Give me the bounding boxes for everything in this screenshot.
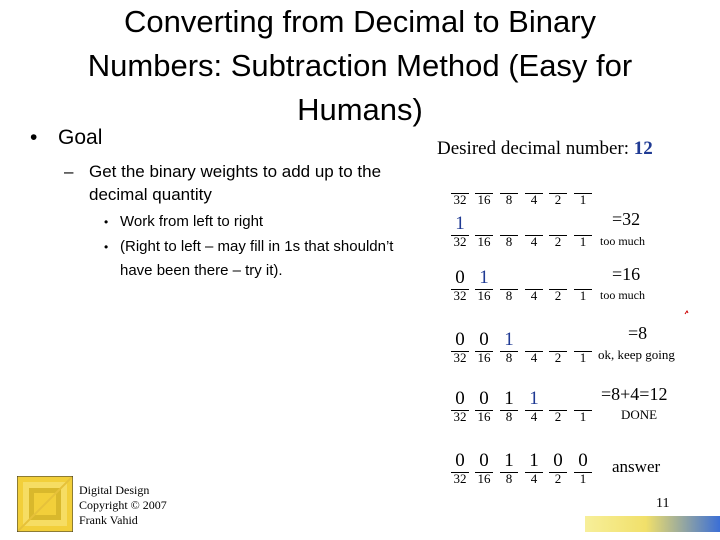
binary-weight: 8	[505, 234, 513, 249]
bullet-sub-text: Get the binary weights to add up to the decimal quantity	[89, 162, 382, 204]
slide-title-line-1: Converting from Decimal to Binary	[123, 4, 597, 39]
binary-weight: 32	[453, 471, 467, 486]
binary-weight: 1	[579, 288, 587, 303]
binary-weight: 1	[579, 192, 587, 207]
step-annotation: =8	[628, 323, 648, 343]
binary-weight: 2	[554, 234, 562, 249]
step-annotation: answer	[612, 457, 661, 476]
binary-digit: 1	[479, 267, 489, 288]
binary-weight: 32	[453, 409, 467, 424]
binary-weight: 32	[453, 192, 467, 207]
bullet-goal-text: Goal	[58, 126, 103, 149]
binary-weight: 16	[477, 471, 491, 486]
binary-weight: 2	[554, 288, 562, 303]
step-annotation: =32	[612, 209, 641, 229]
binary-weight: 8	[505, 192, 513, 207]
desired-label-text: Desired decimal number:	[437, 138, 630, 159]
binary-weight: 4	[530, 471, 538, 486]
binary-weight: 1	[579, 350, 587, 365]
binary-weight: 2	[554, 192, 562, 207]
binary-weight: 16	[477, 288, 491, 303]
bullet-item-text: (Right to left – may fill in 1s that shouldn’t have been there – try it).	[120, 238, 394, 279]
binary-weight: 16	[477, 350, 491, 365]
binary-digit: 1	[529, 450, 539, 471]
binary-weight: 4	[530, 409, 538, 424]
binary-weight: 8	[505, 409, 513, 424]
binary-digit: 0	[455, 267, 465, 288]
bullet-dot-icon: •	[104, 240, 109, 254]
slide-title	[0, 0, 720, 132]
credit-line: Digital Design	[79, 483, 150, 497]
binary-digit: 0	[455, 450, 465, 471]
binary-weight: 8	[505, 288, 513, 303]
bullet-dot-icon: •	[104, 215, 109, 229]
binary-digit: 0	[479, 450, 489, 471]
bullet-item-text: Work from left to right	[120, 213, 264, 230]
binary-weight: 4	[530, 234, 538, 249]
credit-line: Frank Vahid	[79, 513, 138, 527]
binary-weight: 2	[554, 409, 562, 424]
binary-digit: 1	[455, 213, 465, 234]
binary-digit: 0	[455, 329, 465, 350]
step-annotation: =16	[612, 264, 641, 284]
binary-digit: 1	[504, 388, 514, 409]
binary-weight: 32	[453, 234, 467, 249]
binary-digit: 0	[479, 329, 489, 350]
binary-weight: 16	[477, 409, 491, 424]
binary-digit: 1	[504, 329, 514, 350]
step-annotation-note: DONE	[621, 407, 658, 422]
step-annotation-note: ok, keep going	[598, 347, 675, 362]
binary-digit: 0	[455, 388, 465, 409]
binary-weight: 1	[579, 234, 587, 249]
binary-digit: 1	[529, 388, 539, 409]
binary-digit: 1	[504, 450, 514, 471]
step-annotation-note: too much	[600, 234, 645, 248]
page-number: 11	[656, 496, 670, 511]
binary-digit: 0	[553, 450, 563, 471]
bullet-dot-icon: •	[30, 126, 38, 149]
copyright-credit	[79, 483, 167, 528]
binary-weight: 32	[453, 288, 467, 303]
red-mark-icon	[684, 310, 689, 315]
footer-gradient-bar	[585, 516, 720, 532]
slide-title-line-2: Numbers: Subtraction Method (Easy for	[87, 48, 633, 83]
binary-weight: 16	[477, 234, 491, 249]
slide-title-line-3: Humans)	[297, 92, 423, 127]
binary-weight: 1	[579, 471, 587, 486]
book-logo-icon	[17, 476, 73, 532]
desired-number-label	[437, 138, 653, 160]
step-annotation: =8+4=12	[601, 384, 668, 404]
dash-icon: –	[64, 162, 74, 181]
binary-weight: 4	[530, 350, 538, 365]
step-annotation-note: too much	[600, 288, 645, 302]
binary-weight: 16	[477, 192, 491, 207]
credit-line: Copyright © 2007	[79, 498, 167, 512]
binary-weight: 4	[530, 288, 538, 303]
binary-digit: 0	[578, 450, 588, 471]
binary-weight: 2	[554, 471, 562, 486]
binary-weight: 2	[554, 350, 562, 365]
binary-weight: 1	[579, 409, 587, 424]
binary-weight: 8	[505, 350, 513, 365]
binary-digit: 0	[479, 388, 489, 409]
binary-weight: 8	[505, 471, 513, 486]
desired-value: 12	[633, 138, 653, 159]
binary-weight: 4	[530, 192, 538, 207]
binary-weight: 32	[453, 350, 467, 365]
